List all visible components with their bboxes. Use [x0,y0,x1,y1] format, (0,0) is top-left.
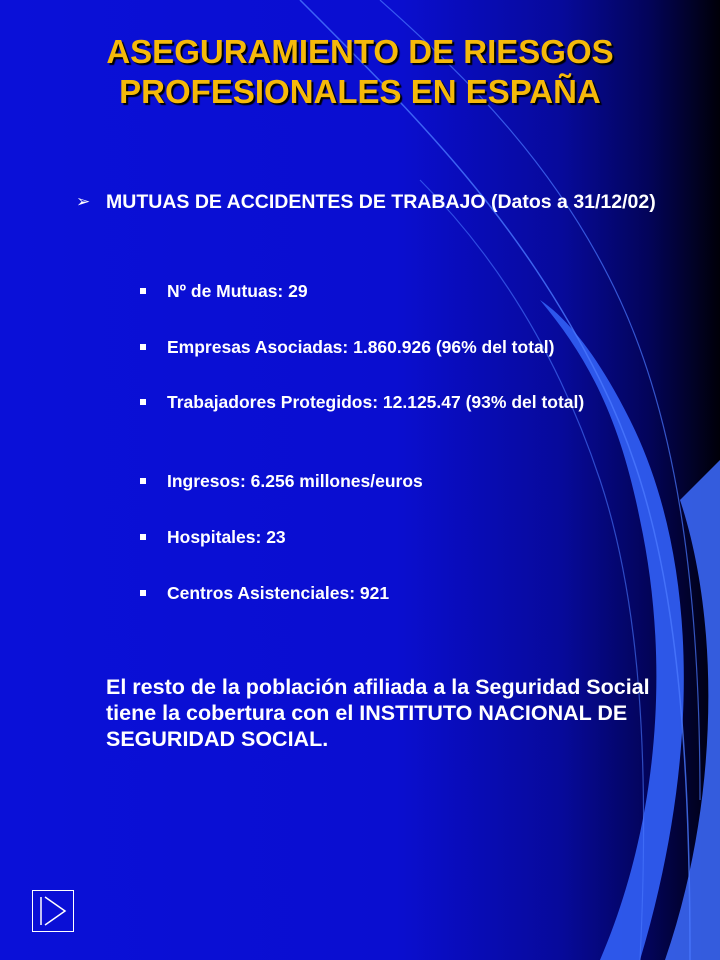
bullet-item [140,336,660,358]
slide-title-line-2: PROFESIONALES EN ESPAÑA [119,73,601,110]
bullet-item [140,526,660,548]
bullet-text: Ingresos: 6.256 millones/euros [167,471,423,491]
bullet-text: Nº de Mutuas: 29 [167,281,308,301]
square-bullet-icon [140,399,146,405]
bullet-item [140,391,660,413]
slide-title [0,32,720,112]
bullet-text: Empresas Asociadas: 1.860.926 (96% del total) [167,337,555,357]
bullet-item [140,582,660,604]
bullet-text: Trabajadores Protegidos: 12.125.47 (93% del total) [167,392,585,412]
bullet-item [140,470,660,492]
footer-paragraph: El resto de la población afiliada a la Seguridad Social tiene la cobertura con el INSTITUTO NACIONAL DE SEGURIDAD SOCIAL. [106,675,650,751]
bullet-text: Hospitales: 23 [167,527,286,547]
play-arrow-icon [33,891,73,931]
bullet-item [140,280,660,302]
section-heading-text: MUTUAS DE ACCIDENTES DE TRABAJO (Datos a 31/12/02) [106,191,656,213]
next-slide-button[interactable] [32,890,74,932]
arrow-bullet-icon: ➢ [76,192,91,211]
bullet-text: Centros Asistenciales: 921 [167,583,390,603]
section-heading [76,190,676,214]
square-bullet-icon [140,534,146,540]
square-bullet-icon [140,288,146,294]
square-bullet-icon [140,344,146,350]
slide-title-line-1: ASEGURAMIENTO DE RIESGOS [106,33,614,70]
square-bullet-icon [140,590,146,596]
square-bullet-icon [140,478,146,484]
